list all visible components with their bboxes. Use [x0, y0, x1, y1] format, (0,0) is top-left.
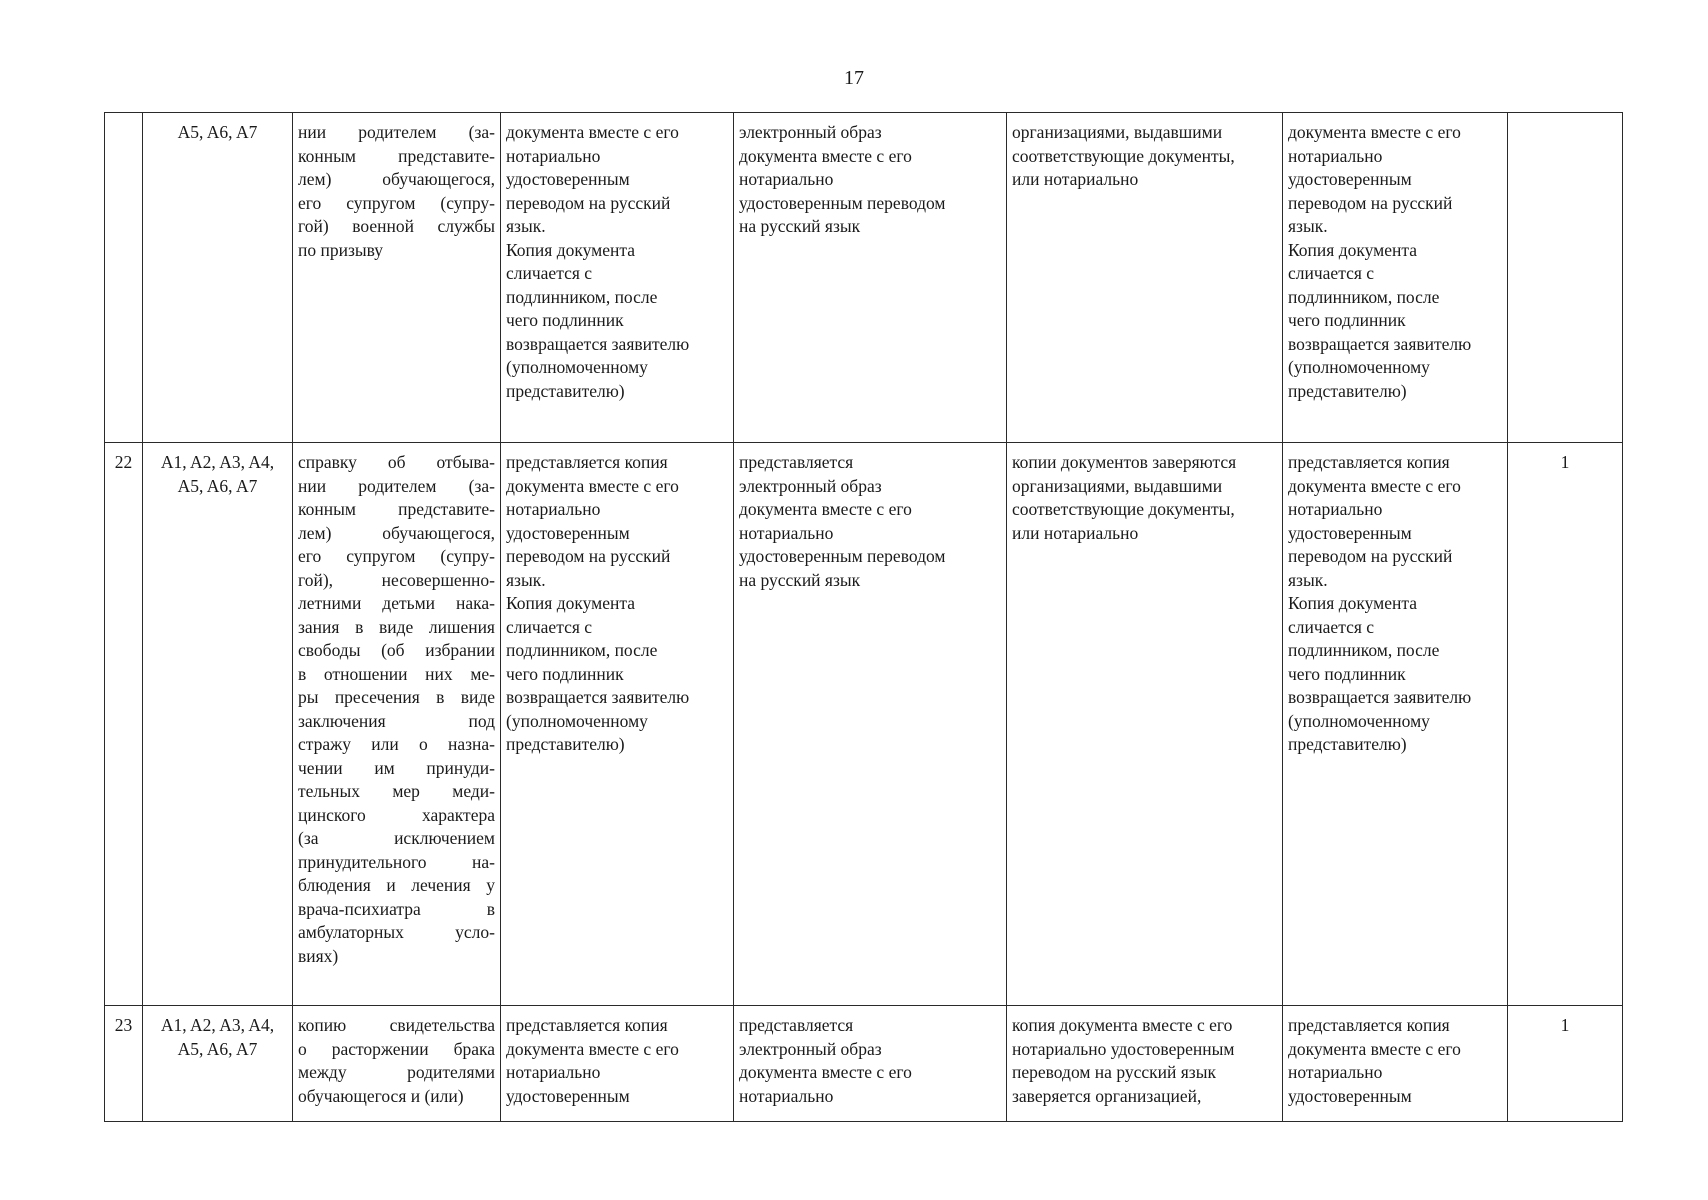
cell-text-line: язык. — [1288, 216, 1328, 236]
applicant-categories-cell — [143, 1006, 293, 1122]
cell-text-line: переводом на русский язык — [1012, 1062, 1216, 1082]
cell-text-line: представителю) — [506, 380, 625, 401]
cell-text-line: удостоверенным — [506, 522, 630, 543]
cell-text-line: представителю) — [1288, 380, 1407, 401]
cell-text-line: документа вместе с его — [1288, 122, 1461, 142]
cell-text-line: обучающегося и (или) — [298, 1085, 464, 1106]
cell-text-line: документа вместе с его — [739, 499, 912, 519]
cell-text-line: виях) — [298, 945, 339, 966]
paper-submission-cell — [501, 443, 734, 1006]
cell-text-line: его супругом (супру- — [298, 192, 495, 213]
cell-text-line: подлинником, после — [506, 286, 658, 307]
cell-text-line: переводом на русский — [1288, 546, 1453, 566]
cell-text-line: амбулаторных усло- — [298, 922, 495, 942]
cell-text-line: возвращается заявителю — [506, 687, 690, 707]
cell-text-line: переводом на русский — [1288, 192, 1453, 213]
cell-text-line: на русский язык — [739, 216, 861, 236]
cell-text-line: соответствующие документы, — [1012, 499, 1235, 519]
table-row — [105, 443, 1623, 1006]
cell-text-line: летними детьми нака- — [298, 593, 495, 613]
cell-text-line: подлинником, после — [1288, 286, 1440, 307]
cell-text-line: лем) обучающегося, — [298, 522, 495, 543]
cell-text-line: сличается с — [506, 263, 593, 283]
cell-text-line: нии родителем (за- — [298, 122, 495, 142]
cell-text-line: документа вместе с его — [1288, 1038, 1461, 1059]
cell-text-line: врача-психиатра в — [298, 898, 495, 919]
cell-text-line: цинского характера — [298, 804, 495, 825]
cell-text-line: нотариально — [1288, 1062, 1383, 1082]
cell-text-line: язык. — [506, 569, 546, 590]
cell-text-line: стражу или о назна- — [298, 734, 495, 754]
cell-text-line: переводом на русский — [506, 192, 671, 213]
cell-text-line: удостоверенным — [1288, 1085, 1412, 1106]
cell-text-line: A5, A6, A7 — [177, 122, 258, 142]
copies-count-cell — [1508, 113, 1623, 443]
cell-text-line: гой) военной службы — [298, 216, 495, 236]
cell-text-line: конным представите- — [298, 499, 495, 519]
cell-text-line: A5, A6, A7 — [177, 1038, 258, 1059]
table-row — [105, 1006, 1623, 1122]
paper-submission-cell — [501, 113, 734, 443]
cell-text-line: заключения под — [298, 710, 495, 731]
cell-text-line: соответствующие документы, — [1012, 145, 1235, 166]
cell-text-line: копию свидетельства — [298, 1015, 495, 1035]
cell-text-line: удостоверенным переводом — [739, 546, 946, 566]
cell-text-line: возвращается заявителю — [1288, 687, 1472, 707]
document-name-cell — [293, 1006, 501, 1122]
cell-text-line: его супругом (супру- — [298, 546, 495, 566]
cell-text-line: представителю) — [1288, 734, 1407, 754]
copies-count-cell — [1508, 1006, 1623, 1122]
copies-count-cell — [1508, 443, 1623, 1006]
cell-text-line: удостоверенным — [506, 1085, 630, 1106]
cell-text-line: нотариально удостоверенным — [1012, 1038, 1235, 1059]
electronic-submission-cell — [734, 443, 1007, 1006]
document-name-cell — [293, 113, 501, 443]
other-submission-cell — [1283, 1006, 1508, 1122]
applicant-categories-cell — [143, 443, 293, 1006]
cell-text-line: представляется — [739, 1015, 854, 1035]
cell-text-line: нии родителем (за- — [298, 475, 495, 496]
electronic-submission-cell — [734, 1006, 1007, 1122]
certification-cell — [1007, 443, 1283, 1006]
cell-text-line: представляется копия — [1288, 1015, 1450, 1035]
cell-text-line: язык. — [506, 216, 546, 236]
cell-text-line: нотариально — [739, 522, 834, 543]
cell-text-line: возвращается заявителю — [506, 333, 690, 354]
cell-text-line: Копия документа — [506, 239, 635, 260]
cell-text-line: заверяется организацией, — [1012, 1085, 1202, 1106]
cell-text-line: чего подлинник — [1288, 663, 1406, 684]
cell-text-line: удостоверенным — [1288, 169, 1412, 189]
cell-text-line: по призыву — [298, 239, 384, 260]
cell-text-line: сличается с — [1288, 616, 1375, 637]
cell-text-line: документа вместе с его — [739, 1062, 912, 1082]
certification-cell — [1007, 113, 1283, 443]
cell-text: 23 — [114, 1015, 133, 1035]
table-row — [105, 113, 1623, 443]
cell-text-line: A1, A2, A3, A4, — [160, 452, 275, 472]
cell-text-line: представляется копия — [506, 452, 668, 472]
cell-text-line: Копия документа — [506, 593, 635, 613]
applicant-categories-cell — [143, 113, 293, 443]
cell-text-line: о расторжении брака — [298, 1038, 495, 1059]
table-body — [105, 113, 1623, 1122]
cell-text-line: подлинником, после — [1288, 640, 1440, 660]
documents-table — [104, 112, 1623, 1122]
cell-text-line: в отношении них ме- — [298, 663, 495, 684]
cell-text-line: копии документов заверяются — [1012, 452, 1237, 472]
other-submission-cell — [1283, 113, 1508, 443]
cell-text-line: представляется копия — [1288, 452, 1450, 472]
cell-text-line: Копия документа — [1288, 239, 1417, 260]
cell-text-line: между родителями — [298, 1062, 495, 1082]
cell-text-line: возвращается заявителю — [1288, 333, 1472, 354]
cell-text-line: сличается с — [506, 616, 593, 637]
cell-text-line: чего подлинник — [506, 663, 624, 684]
cell-text-line: удостоверенным — [1288, 522, 1412, 543]
cell-text: 1 — [1560, 452, 1570, 472]
cell-text-line: на русский язык — [739, 569, 861, 590]
cell-text-line: или нотариально — [1012, 169, 1139, 189]
paper-submission-cell — [501, 1006, 734, 1122]
cell-text-line: электронный образ — [739, 475, 882, 496]
cell-text-line: переводом на русский — [506, 546, 671, 566]
other-submission-cell — [1283, 443, 1508, 1006]
cell-text: 1 — [1560, 1015, 1570, 1035]
cell-text-line: (уполномоченному — [1288, 710, 1430, 731]
cell-text-line: нотариально — [739, 1085, 834, 1106]
cell-text-line: чего подлинник — [506, 310, 624, 330]
cell-text-line: A5, A6, A7 — [177, 475, 258, 496]
row-number-cell — [105, 443, 143, 1006]
cell-text-line: копия документа вместе с его — [1012, 1015, 1233, 1035]
cell-text-line: организациями, выдавшими — [1012, 475, 1223, 496]
cell-text-line: или нотариально — [1012, 522, 1139, 543]
cell-text-line: A1, A2, A3, A4, — [160, 1015, 275, 1035]
cell-text-line: ры пресечения в виде — [298, 687, 495, 707]
row-number-cell — [105, 113, 143, 443]
cell-text-line: (за исключением — [298, 828, 495, 848]
cell-text: 22 — [114, 452, 133, 472]
page-number: 17 — [844, 67, 864, 89]
cell-text-line: удостоверенным — [506, 169, 630, 189]
cell-text-line: нотариально — [739, 169, 834, 189]
row-number-cell — [105, 1006, 143, 1122]
cell-text-line: представляется копия — [506, 1015, 668, 1035]
cell-text-line: электронный образ — [739, 1038, 882, 1059]
cell-text-line: тельных мер меди- — [298, 781, 495, 801]
cell-text-line: удостоверенным переводом — [739, 192, 946, 213]
cell-text-line: лем) обучающегося, — [298, 169, 495, 189]
cell-text-line: чении им принуди- — [298, 757, 495, 778]
cell-text-line: нотариально — [506, 145, 601, 166]
cell-text-line: (уполномоченному — [1288, 357, 1430, 377]
cell-text-line: нотариально — [506, 1062, 601, 1082]
cell-text-line: принудительного на- — [298, 851, 495, 872]
cell-text-line: конным представите- — [298, 145, 495, 166]
cell-text-line: представителю) — [506, 734, 625, 754]
cell-text-line: нотариально — [506, 499, 601, 519]
cell-text-line: гой), несовершенно- — [298, 569, 495, 590]
electronic-submission-cell — [734, 113, 1007, 443]
cell-text-line: нотариально — [1288, 499, 1383, 519]
cell-text-line: чего подлинник — [1288, 310, 1406, 330]
cell-text-line: документа вместе с его — [1288, 475, 1461, 496]
cell-text-line: нотариально — [1288, 145, 1383, 166]
cell-text-line: зания в виде лишения — [298, 616, 495, 637]
cell-text-line: блюдения и лечения у — [298, 875, 495, 895]
cell-text-line: (уполномоченному — [506, 357, 648, 377]
cell-text-line: (уполномоченному — [506, 710, 648, 731]
cell-text-line: свободы (об избрании — [298, 640, 495, 660]
document-name-cell — [293, 443, 501, 1006]
cell-text-line: документа вместе с его — [506, 1038, 679, 1059]
cell-text-line: подлинником, после — [506, 640, 658, 660]
cell-text-line: документа вместе с его — [506, 122, 679, 142]
cell-text-line: справку об отбыва- — [298, 452, 495, 472]
cell-text-line: представляется — [739, 452, 854, 472]
cell-text-line: Копия документа — [1288, 593, 1417, 613]
cell-text-line: сличается с — [1288, 263, 1375, 283]
cell-text-line: электронный образ — [739, 122, 882, 142]
cell-text-line: организациями, выдавшими — [1012, 122, 1223, 142]
cell-text-line: язык. — [1288, 569, 1328, 590]
cell-text-line: документа вместе с его — [506, 475, 679, 496]
certification-cell — [1007, 1006, 1283, 1122]
cell-text-line: документа вместе с его — [739, 145, 912, 166]
